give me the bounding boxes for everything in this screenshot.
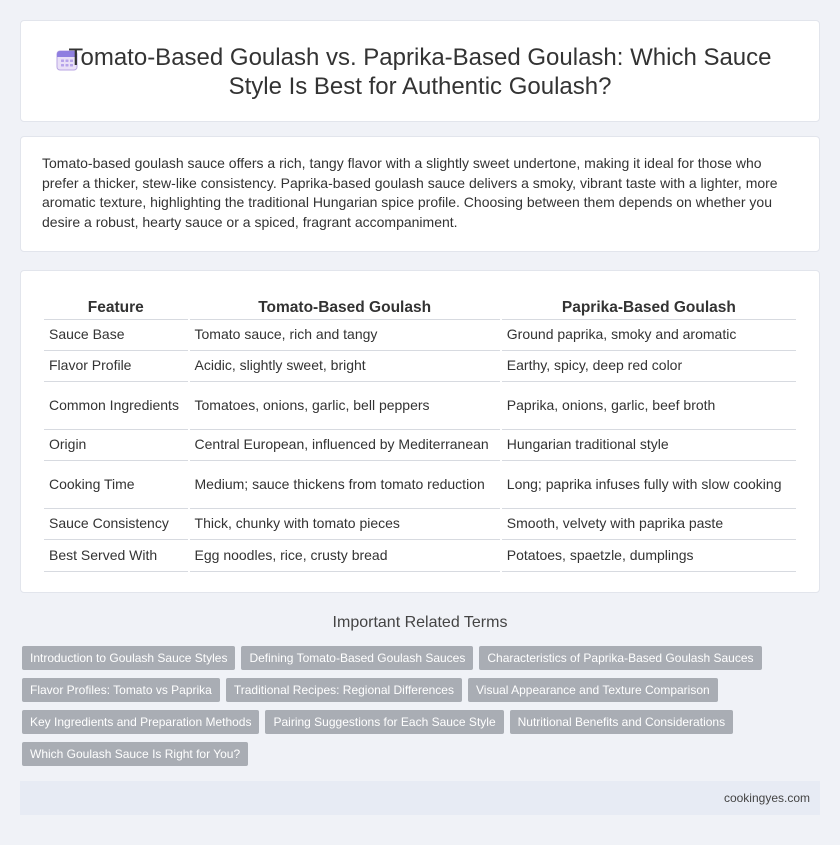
comparison-table <box>42 296 798 572</box>
table-cell: Egg noodles, rice, crusty bread <box>190 540 500 572</box>
related-terms-heading: Important Related Terms <box>332 614 508 631</box>
table-cell: Ground paprika, smoky and aromatic <box>502 320 796 351</box>
table-header-row <box>44 296 796 320</box>
table-cell: Sauce Base <box>44 320 188 351</box>
table-row <box>44 430 796 461</box>
table-cell: Sauce Consistency <box>44 509 188 540</box>
table-cell: Common Ingredients <box>44 382 188 430</box>
table-row <box>44 540 796 572</box>
table-row <box>44 351 796 382</box>
page-title: Tomato-Based Goulash vs. Paprika-Based Goulash: Which Sauce Style Is Best for Authentic Goulash? <box>68 44 772 100</box>
table-cell: Cooking Time <box>44 461 188 509</box>
table-cell: Smooth, velvety with paprika paste <box>502 509 796 540</box>
related-terms-list <box>22 646 822 766</box>
related-tag[interactable]: Defining Tomato-Based Goulash Sauces <box>241 646 473 670</box>
related-tag[interactable]: Traditional Recipes: Regional Differences <box>226 678 462 702</box>
related-tag[interactable]: Pairing Suggestions for Each Sauce Style <box>265 710 503 734</box>
table-cell: Origin <box>44 430 188 461</box>
table-cell: Best Served With <box>44 540 188 572</box>
comparison-card <box>20 270 820 593</box>
related-tag[interactable]: Characteristics of Paprika-Based Goulash Sauces <box>479 646 761 670</box>
table-cell: Paprika, onions, garlic, beef broth <box>502 382 796 430</box>
title-card <box>20 20 820 122</box>
table-cell: Hungarian traditional style <box>502 430 796 461</box>
table-cell: Thick, chunky with tomato pieces <box>190 509 500 540</box>
footer-site-link[interactable]: cookingyes.com <box>723 791 810 805</box>
table-cell: Tomato sauce, rich and tangy <box>190 320 500 351</box>
header-feature: Feature <box>44 296 188 320</box>
related-tag[interactable]: Key Ingredients and Preparation Methods <box>22 710 259 734</box>
related-tag[interactable]: Nutritional Benefits and Considerations <box>510 710 733 734</box>
table-cell: Medium; sauce thickens from tomato reduction <box>190 461 500 509</box>
header-tomato: Tomato-Based Goulash <box>190 296 500 320</box>
table-cell: Flavor Profile <box>44 351 188 382</box>
related-tag[interactable]: Which Goulash Sauce Is Right for You? <box>22 742 248 766</box>
table-cell: Earthy, spicy, deep red color <box>502 351 796 382</box>
related-tag[interactable]: Visual Appearance and Texture Comparison <box>468 678 718 702</box>
table-cell: Acidic, slightly sweet, bright <box>190 351 500 382</box>
table-cell: Long; paprika infuses fully with slow cooking <box>502 461 796 509</box>
table-row <box>44 382 796 430</box>
table-row <box>44 509 796 540</box>
intro-card <box>20 136 820 252</box>
header-paprika: Paprika-Based Goulash <box>502 296 796 320</box>
table-cell: Potatoes, spaetzle, dumplings <box>502 540 796 572</box>
table-cell: Central European, influenced by Mediterranean <box>190 430 500 461</box>
table-cell: Tomatoes, onions, garlic, bell peppers <box>190 382 500 430</box>
table-row <box>44 461 796 509</box>
intro-paragraph: Tomato-based goulash sauce offers a rich, tangy flavor with a slightly sweet undertone, making it ideal for those who prefer a thicker, stew-like consistency. Paprika-based goulash sauce delivers a smoky, vibrant taste with a lighter, more aromatic texture, highlighting the traditional Hungarian spice profile. Choosing between them depends on whether you desire a robust, hearty sauce or a spiced, fragrant accompaniment. <box>42 155 778 230</box>
related-tag[interactable]: Flavor Profiles: Tomato vs Paprika <box>22 678 220 702</box>
table-row <box>44 320 796 351</box>
footer <box>20 781 820 815</box>
related-tag[interactable]: Introduction to Goulash Sauce Styles <box>22 646 235 670</box>
